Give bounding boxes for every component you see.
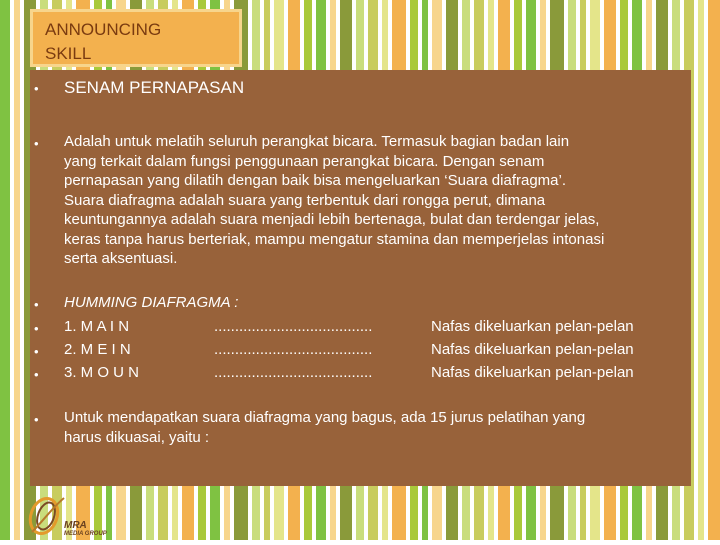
bullet-icon: • [34,412,39,427]
background-stripe [0,0,10,540]
humming-row [64,340,664,360]
humming-word: 1. M A I N [64,318,130,335]
closing-line: Untuk mendapatkan suara diafragma yang bagus, ada 15 jurus pelatihan yang [64,409,586,426]
humming-note: Nafas dikeluarkan pelan-pelan [431,341,634,358]
bullet-icon: • [34,367,39,382]
humming-note: Nafas dikeluarkan pelan-pelan [431,364,634,381]
paragraph-line: keras tanpa harus berteriak, mampu mengatur stamina dan memperjelas intonasi [64,230,605,248]
logo-subtitle: MEDIA GROUP [64,531,107,537]
content-panel [30,70,691,486]
background-stripe [14,0,20,540]
paragraph-line: Adalah untuk melatih seluruh perangkat bicara. Termasuk bagian badan lain [64,133,570,150]
humming-note: Nafas dikeluarkan pelan-pelan [431,318,634,335]
logo-name: MRA [64,520,87,531]
background-stripe [698,0,704,540]
humming-row [64,317,664,337]
humming-word: 2. M E I N [64,341,131,358]
humming-title: HUMMING DIAFRAGMA : [64,294,239,311]
paragraph-line: keuntungannya adalah suara menjadi lebih bertenaga, bulat dan terdengar jelas, [64,211,600,228]
company-logo [24,490,134,540]
paragraph-line: pernapasan yang dilatih dengan baik bisa mengeluarkan ‘Suara diafragma’. [64,172,567,189]
section-heading: SENAM PERNAPASAN [64,78,245,97]
slide-title: ANNOUNCING SKILL [45,20,162,63]
paragraph-line: yang terkait dalam fungsi penggunaan perangkat bicara. Dengan senam [64,152,545,170]
closing-line: harus dikuasai, yaitu : [64,428,210,446]
humming-row [64,363,664,383]
humming-dots: ...................................... [214,364,373,381]
bullet-icon: • [34,136,39,151]
title-box [30,9,242,67]
humming-word: 3. M O U N [64,364,140,381]
background-stripe [708,0,720,540]
paragraph-line: Suara diafragma adalah suara yang terbentuk dari rongga perut, dimana [64,191,546,209]
bullet-icon: • [34,297,39,312]
bullet-icon: • [34,81,39,96]
paragraph-line: serta aksentuasi. [64,250,178,267]
humming-dots: ...................................... [214,318,373,335]
bullet-icon: • [34,321,39,336]
humming-dots: ...................................... [214,341,373,358]
bullet-icon: • [34,344,39,359]
